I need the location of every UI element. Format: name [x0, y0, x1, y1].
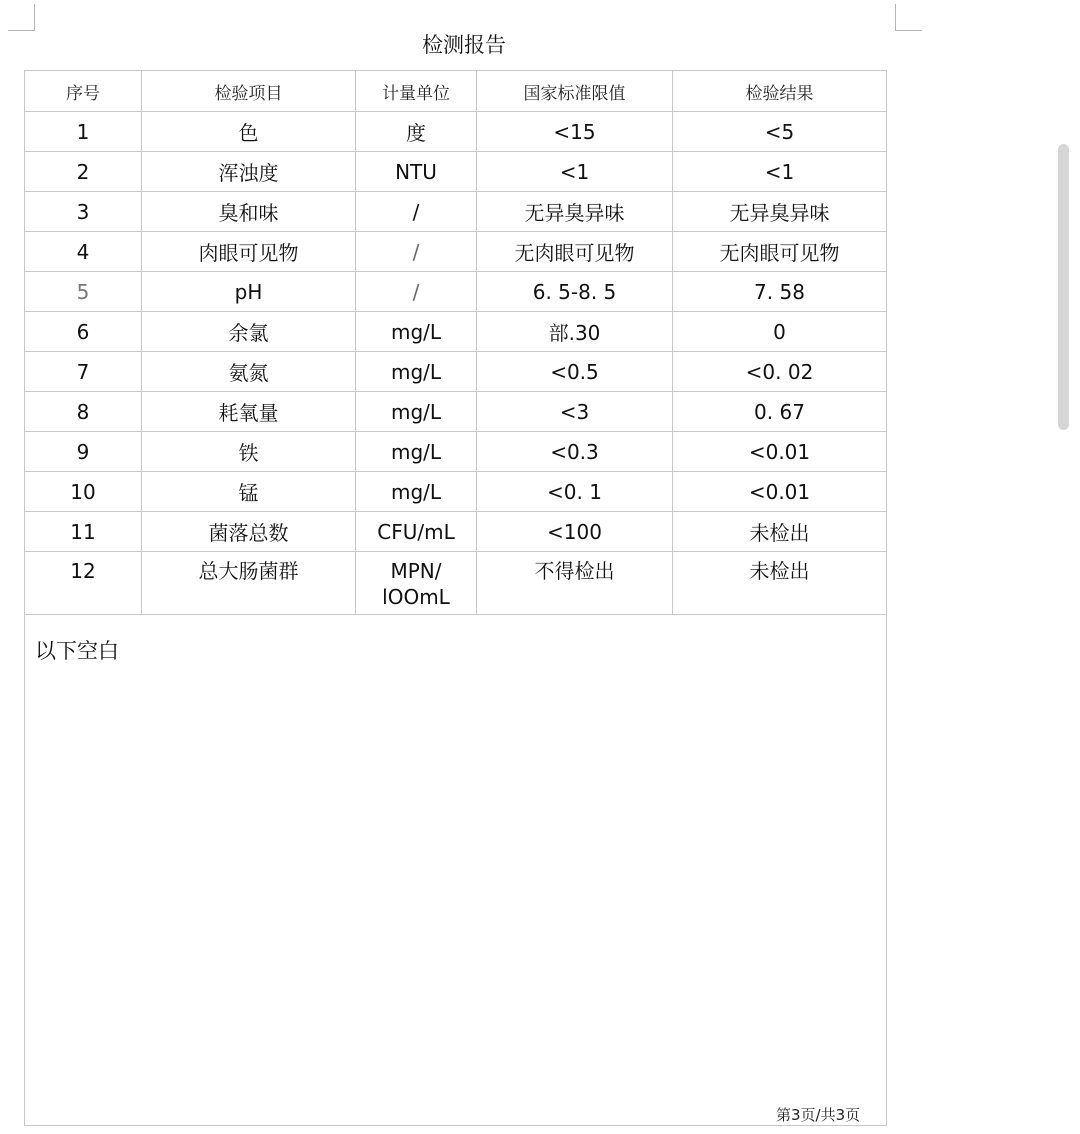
cell-serial-number: 4 [25, 232, 142, 272]
header-serial-number: 序号 [25, 71, 142, 112]
cell-test-result: 7. 58 [673, 272, 887, 312]
cell-test-result: <0.01 [673, 432, 887, 472]
cell-test-item: 浑浊度 [142, 152, 356, 192]
vertical-scrollbar[interactable] [1058, 144, 1069, 430]
cell-test-item: 菌落总数 [142, 512, 356, 552]
cell-serial-number: 11 [25, 512, 142, 552]
cell-test-item: 色 [142, 112, 356, 152]
cell-serial-number: 2 [25, 152, 142, 192]
table-row [25, 472, 887, 512]
cell-standard-limit: <0.5 [477, 352, 673, 392]
cell-standard-limit: 部.30 [477, 312, 673, 352]
page-corner-mark-top-left [8, 4, 35, 31]
cell-serial-number: 1 [25, 112, 142, 152]
cell-unit: mg/L [356, 472, 477, 512]
table-row [25, 272, 887, 312]
cell-test-result: 0. 67 [673, 392, 887, 432]
cell-serial-number: 12 [25, 552, 142, 615]
cell-test-item: 铁 [142, 432, 356, 472]
page-number: 第3页/共3页 [776, 1106, 861, 1124]
cell-serial-number: 9 [25, 432, 142, 472]
cell-standard-limit: <0. 1 [477, 472, 673, 512]
table-row [25, 352, 887, 392]
cell-test-item: 余氯 [142, 312, 356, 352]
cell-serial-number: 5 [25, 272, 142, 312]
cell-test-item: pH [142, 272, 356, 312]
cell-unit: mg/L [356, 352, 477, 392]
cell-standard-limit: 6. 5-8. 5 [477, 272, 673, 312]
cell-unit: mg/L [356, 312, 477, 352]
cell-test-result: 0 [673, 312, 887, 352]
cell-unit: mg/L [356, 432, 477, 472]
blank-below-note: 以下空白 [25, 615, 887, 1126]
table-header-row [25, 71, 887, 112]
remarks-row [25, 615, 887, 1126]
table-row [25, 112, 887, 152]
cell-serial-number: 8 [25, 392, 142, 432]
table-row [25, 392, 887, 432]
cell-standard-limit: <15 [477, 112, 673, 152]
table-row [25, 312, 887, 352]
cell-unit: mg/L [356, 392, 477, 432]
cell-test-result: 未检出 [673, 552, 887, 615]
cell-serial-number: 3 [25, 192, 142, 232]
cell-test-item: 总大肠菌群 [142, 552, 356, 615]
cell-test-item: 臭和味 [142, 192, 356, 232]
cell-standard-limit: 不得检出 [477, 552, 673, 615]
header-unit: 计量单位 [356, 71, 477, 112]
cell-test-item: 肉眼可见物 [142, 232, 356, 272]
cell-unit: 度 [356, 112, 477, 152]
cell-test-result: <0. 02 [673, 352, 887, 392]
cell-unit: CFU/mL [356, 512, 477, 552]
cell-standard-limit: <0.3 [477, 432, 673, 472]
table-row [25, 152, 887, 192]
cell-serial-number: 7 [25, 352, 142, 392]
cell-unit: / [356, 232, 477, 272]
cell-test-result: 无异臭异味 [673, 192, 887, 232]
cell-serial-number: 10 [25, 472, 142, 512]
table-row [25, 232, 887, 272]
cell-unit: NTU [356, 152, 477, 192]
table-row [25, 512, 887, 552]
cell-test-item: 耗氧量 [142, 392, 356, 432]
cell-test-item: 氨氮 [142, 352, 356, 392]
cell-standard-limit: 无异臭异味 [477, 192, 673, 232]
page-corner-mark-top-right [895, 4, 922, 31]
cell-standard-limit: 无肉眼可见物 [477, 232, 673, 272]
header-test-result: 检验结果 [673, 71, 887, 112]
header-test-item: 检验项目 [142, 71, 356, 112]
cell-standard-limit: <100 [477, 512, 673, 552]
table-row [25, 432, 887, 472]
test-report-table [24, 70, 887, 1126]
cell-unit: / [356, 192, 477, 232]
cell-unit: / [356, 272, 477, 312]
cell-test-result: 未检出 [673, 512, 887, 552]
cell-standard-limit: <1 [477, 152, 673, 192]
cell-test-result: <5 [673, 112, 887, 152]
cell-test-result: 无肉眼可见物 [673, 232, 887, 272]
cell-test-result: <1 [673, 152, 887, 192]
cell-standard-limit: <3 [477, 392, 673, 432]
document-title: 检测报告 [422, 33, 506, 57]
cell-test-item: 锰 [142, 472, 356, 512]
header-national-standard-limit: 国家标准限值 [477, 71, 673, 112]
table-row [25, 192, 887, 232]
table-row [25, 552, 887, 615]
cell-serial-number: 6 [25, 312, 142, 352]
cell-unit: MPN/ lOOmL [356, 552, 477, 615]
cell-test-result: <0.01 [673, 472, 887, 512]
